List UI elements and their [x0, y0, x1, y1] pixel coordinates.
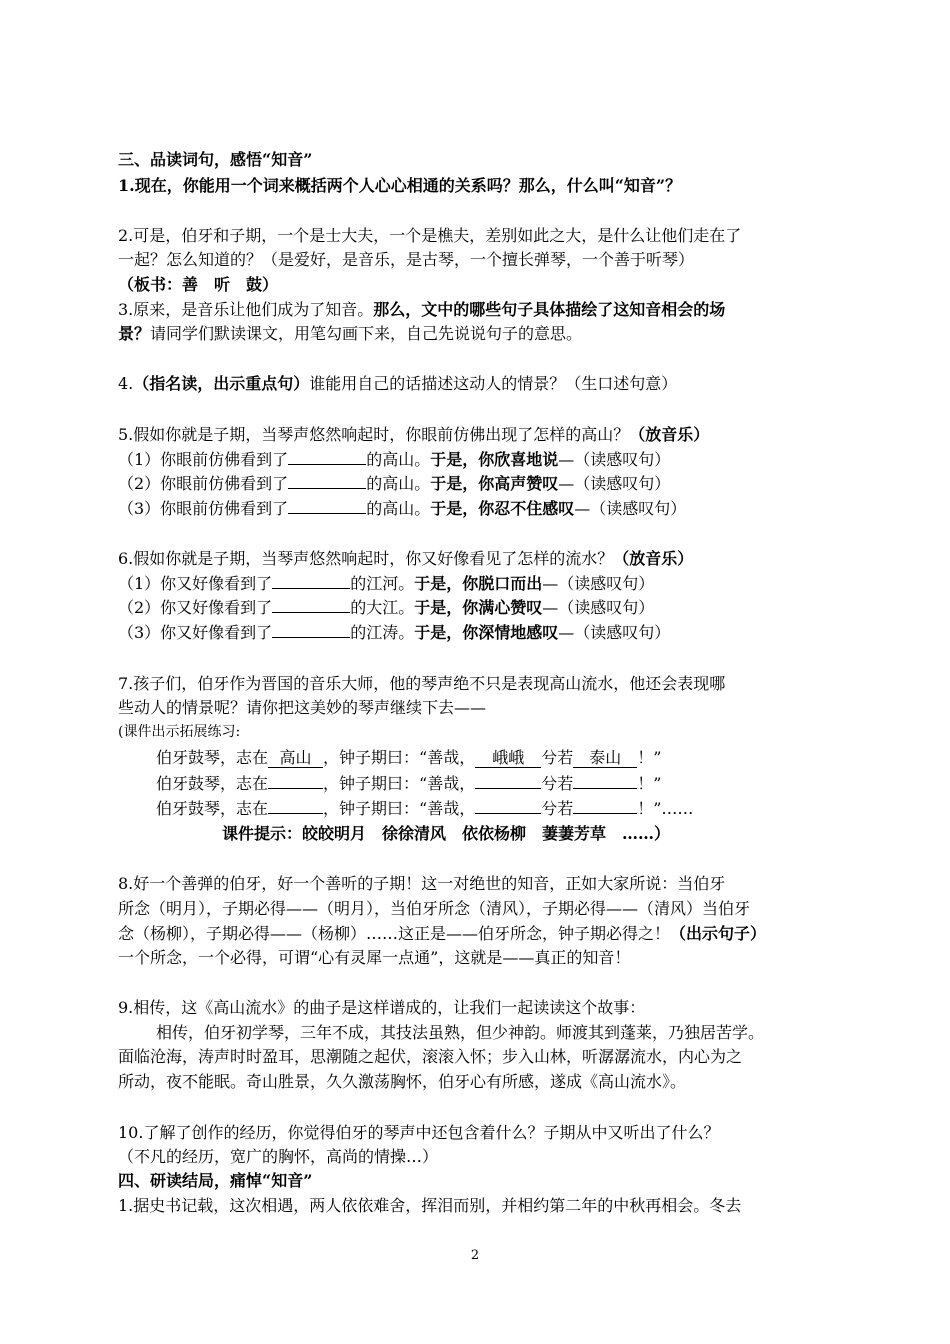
blank-line: [475, 788, 541, 789]
question-8-line-3: [118, 922, 766, 946]
q6-item-2: [118, 596, 654, 620]
q6-item-3: [118, 621, 670, 645]
q6-item-1: [118, 572, 654, 596]
item-bold: 于是，你欣喜地说: [430, 450, 559, 469]
section-4-title: 四、研读结局，痛悼“知音”: [118, 1171, 313, 1190]
question-10-line-2: （不凡的经历，宽广的胸怀，高尚的情操…）: [118, 1147, 439, 1166]
practice-text: ！”: [637, 774, 662, 793]
item-bold: 于是，你脱口而出: [414, 574, 543, 593]
item-suffix: —（读感叹句）: [558, 623, 671, 642]
item-suffix: —（读感叹句）: [542, 574, 655, 593]
item-middle: 的高山。: [366, 474, 431, 493]
item-prefix: （1）你又好像看到了: [118, 574, 273, 593]
blank-line: [573, 788, 637, 789]
practice-text: ！”……: [637, 799, 694, 818]
item-suffix: —（读感叹句）: [574, 499, 687, 518]
item-suffix: —（读感叹句）: [558, 450, 671, 469]
question-3-line-1: [118, 298, 725, 322]
show-sentence-note: （出示句子）: [670, 924, 767, 943]
section-4-item-1: 1.据史书记载，这次相遇，两人依依难舍，挥泪而别，并相约第二年的中秋再相会。冬去: [118, 1196, 742, 1215]
blank-line: [288, 513, 366, 514]
item-middle: 的高山。: [366, 450, 431, 469]
question-9-line-1: 9.相传，这《高山流水》的曲子是这样谱成的，让我们一起读读这个故事：: [118, 998, 646, 1017]
music-note: （放音乐）: [613, 549, 694, 568]
question-8-line-1: 8.好一个善弹的伯牙，好一个善听的子期！这一对绝世的知音，正如大家所说：当伯牙: [118, 874, 726, 893]
practice-line-3: [156, 797, 693, 821]
question-3-text: 3.原来，是音乐让他们成为了知音。: [118, 300, 374, 319]
practice-text: ，钟子期曰：“善哉，: [323, 774, 476, 793]
story-line-3: 所动，夜不能眠。奇山胜景，久久激荡胸怀，伯牙心有所感，遂成《高山流水》。: [118, 1072, 687, 1091]
practice-text: 伯牙鼓琴，志在: [156, 799, 269, 818]
filled-blank: 高山: [268, 748, 323, 768]
question-2-line-2: 一起？怎么知道的？（是爱好，是音乐，是古琴，一个擅长弹琴，一个善于听琴）: [118, 250, 695, 269]
filled-blank: 泰山: [573, 748, 637, 768]
question-4-text: 谁能用自己的话描述这动人的情景？（生口述句意）: [309, 374, 678, 393]
practice-text: ！”: [637, 748, 662, 767]
question-6-text: 6.假如你就是子期，当琴声悠然响起时，你又好像看见了怎样的流水？: [118, 549, 614, 568]
courseware-hint: 课件提示：皎皎明月 徐徐清风 依依杨柳 萋萋芳草 ……）: [222, 824, 671, 843]
blank-line: [272, 588, 350, 589]
question-5-text: 5.假如你就是子期，当琴声悠然响起时，你眼前仿佛出现了怎样的高山？: [118, 425, 630, 444]
blank-line: [475, 813, 541, 814]
item-middle: 的大江。: [350, 598, 415, 617]
practice-text: 伯牙鼓琴，志在: [156, 774, 269, 793]
section-3-title: 三、品读词句，感悟“知音”: [118, 150, 313, 169]
question-4: [118, 372, 677, 396]
item-bold: 于是，你深情地感叹: [414, 623, 559, 642]
practice-text: ，钟子期曰：“善哉，: [323, 799, 476, 818]
practice-line-2: [156, 772, 661, 796]
blank-line: [268, 788, 323, 789]
item-bold: 于是，你高声赞叹: [430, 474, 559, 493]
item-middle: 的江涛。: [350, 623, 415, 642]
practice-text: 兮若: [541, 774, 574, 793]
item-bold: 于是，你忍不住感叹: [430, 499, 575, 518]
question-3-bold-end: 景？: [118, 324, 151, 343]
page-number: 2: [470, 1248, 480, 1263]
blank-line: [288, 464, 366, 465]
question-8-text: 念（杨柳），子期必得——（杨柳）……这正是——伯牙所念，钟子期必得之！: [118, 924, 671, 943]
item-middle: 的高山。: [366, 499, 431, 518]
blank-line: [268, 813, 323, 814]
question-4-number: 4.: [118, 374, 134, 393]
board-note: （板书：善 听 鼓）: [118, 275, 279, 294]
blank-line: [272, 637, 350, 638]
blank-line: [573, 813, 637, 814]
practice-text: ，钟子期曰：“善哉，: [323, 748, 476, 767]
question-3-bold: 那么，文中的哪些句子具体描绘了这知音相会的场: [373, 300, 726, 319]
q5-item-3: [118, 497, 686, 521]
story-line-1: 相传，伯牙初学琴，三年不成，其技法虽熟，但少神韵。师渡其到蓬莱，乃独居苦学。: [156, 1023, 765, 1042]
blank-line: [288, 488, 366, 489]
question-5: [118, 423, 709, 447]
question-3-line-2: [118, 322, 582, 346]
item-prefix: （3）你眼前仿佛看到了: [118, 499, 289, 518]
item-prefix: （1）你眼前仿佛看到了: [118, 450, 289, 469]
blank-line: [272, 612, 350, 613]
story-line-2: 面临沧海，涛声时时盈耳，思潮随之起伏，滚滚入怀；步入山林，听潺潺流水，内心为之: [118, 1047, 743, 1066]
item-prefix: （2）你又好像看到了: [118, 598, 273, 617]
item-suffix: —（读感叹句）: [542, 598, 655, 617]
filled-blank: 峨峨: [475, 748, 541, 768]
question-7-line-2: 些动人的情景呢？请你把这美妙的琴声继续下去——: [118, 698, 487, 717]
question-6: [118, 547, 693, 571]
practice-text: 伯牙鼓琴，志在: [156, 748, 269, 767]
question-8-line-4: 一个所念，一个必得，可谓“心有灵犀一点通”，这就是——真正的知音！: [118, 948, 631, 967]
q5-item-1: [118, 448, 670, 472]
question-8-line-2: 所念（明月），子期必得——（明月），当伯牙所念（清风），子期必得——（清风）当伯牙: [118, 899, 751, 918]
item-prefix: （2）你眼前仿佛看到了: [118, 474, 289, 493]
practice-text: 兮若: [541, 748, 574, 767]
q5-item-2: [118, 472, 670, 496]
question-1: 1.现在，你能用一个词来概括两个人心心相通的关系吗？那么，什么叫“知音”？: [118, 176, 682, 195]
item-bold: 于是，你满心赞叹: [414, 598, 543, 617]
question-2-line-1: 2.可是，伯牙和子期，一个是士大夫，一个是樵夫，差别如此之大，是什么让他们走在了: [118, 226, 742, 245]
item-middle: 的江河。: [350, 574, 415, 593]
item-suffix: —（读感叹句）: [558, 474, 671, 493]
question-10-line-1: 10.了解了创作的经历，你觉得伯牙的琴声中还包含着什么？子期从中又听出了什么？: [118, 1123, 720, 1142]
practice-text: 兮若: [541, 799, 574, 818]
question-4-bold: （指名读，出示重点句）: [133, 374, 310, 393]
music-note: （放音乐）: [629, 425, 710, 444]
question-7-line-1: 7.孩子们，伯牙作为晋国的音乐大师，他的琴声绝不只是表现高山流水，他还会表现哪: [118, 674, 726, 693]
item-prefix: （3）你又好像看到了: [118, 623, 273, 642]
courseware-note: (课件出示拓展练习:: [118, 724, 241, 740]
question-3-instruction: 请同学们默读课文，用笔勾画下来，自己先说说句子的意思。: [150, 324, 583, 343]
practice-line-1: [156, 746, 661, 770]
